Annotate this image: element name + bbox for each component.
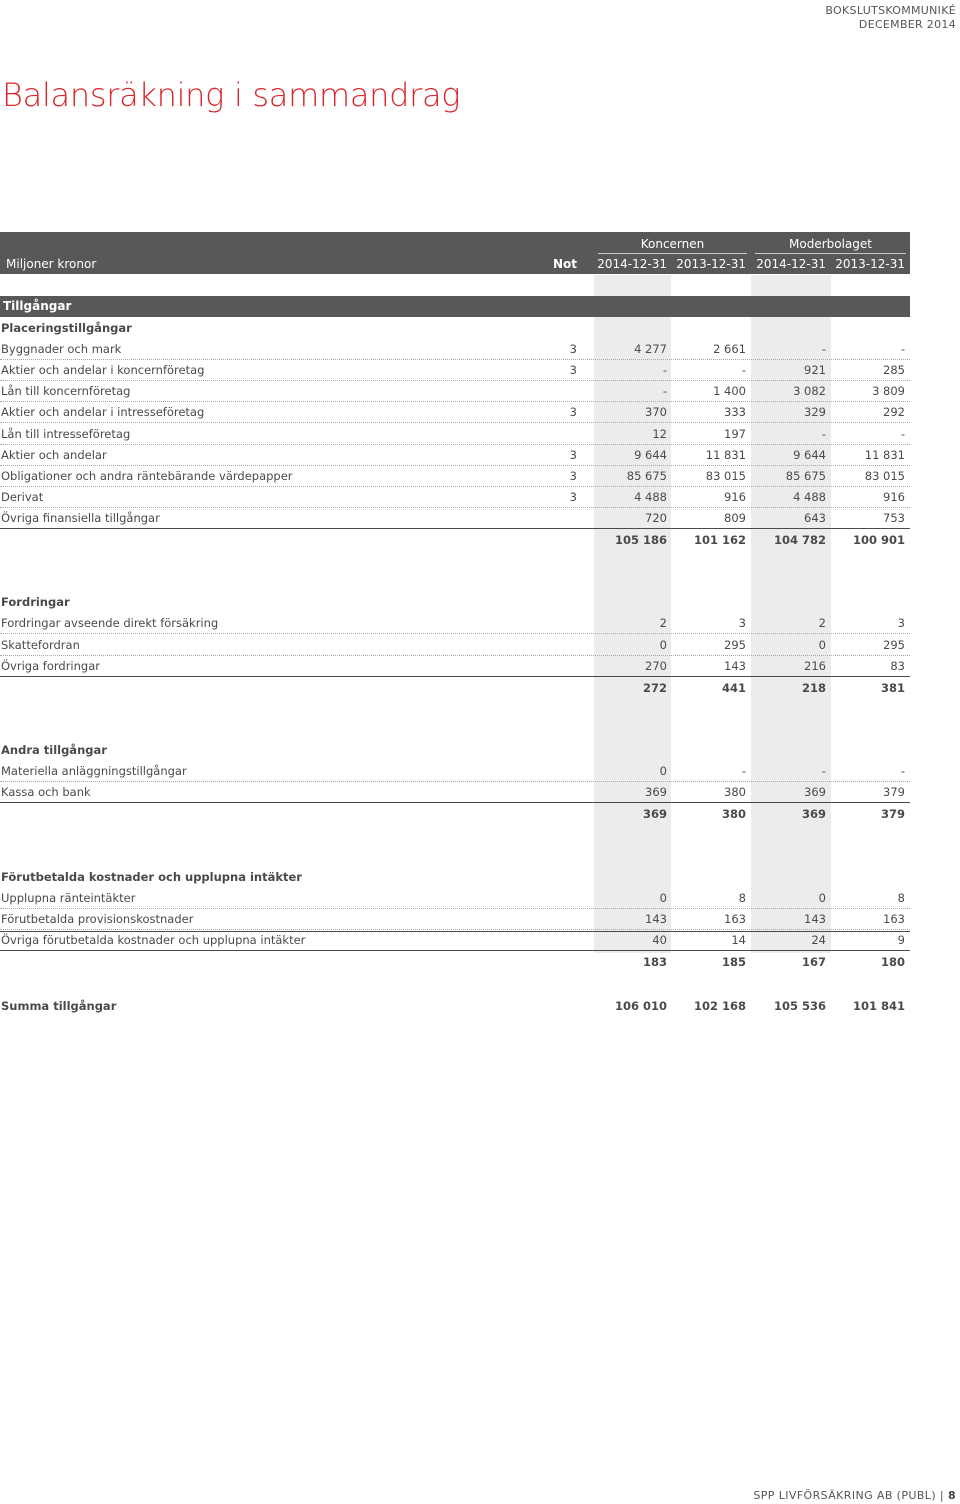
value-cell: 916 xyxy=(724,489,746,504)
value-cell: 643 xyxy=(804,510,826,525)
value-cell: 295 xyxy=(724,637,746,652)
note-ref: 3 xyxy=(569,468,577,483)
row-label: Förutbetalda provisionskostnader xyxy=(1,911,194,926)
table-row xyxy=(0,381,910,402)
year-header: 2013-12-31 xyxy=(676,257,746,271)
value-cell: 441 xyxy=(721,680,746,695)
table-row xyxy=(0,508,910,529)
value-cell: 14 xyxy=(731,932,746,947)
value-cell: 8 xyxy=(897,890,905,905)
table-header xyxy=(0,232,910,274)
section-title: Placeringstillgångar xyxy=(1,321,132,335)
value-cell: 163 xyxy=(883,911,905,926)
value-cell: 218 xyxy=(801,680,826,695)
row-label: Fordringar avseende direkt försäkring xyxy=(1,616,219,631)
value-cell: 369 xyxy=(642,807,667,822)
page-title: Balansräkning i sammandrag xyxy=(2,76,461,114)
value-cell: 11 831 xyxy=(705,447,746,462)
value-cell: 380 xyxy=(721,807,746,822)
value-cell: - xyxy=(662,363,667,378)
value-cell: 3 xyxy=(897,616,905,631)
value-cell: 85 675 xyxy=(626,468,667,483)
value-cell: - xyxy=(821,342,826,357)
document-type: BOKSLUTSKOMMUNIKÉ xyxy=(825,4,956,17)
value-cell: 333 xyxy=(724,405,746,420)
value-cell: 3 082 xyxy=(793,384,826,399)
value-cell: 381 xyxy=(880,680,905,695)
note-column-header: Not xyxy=(552,257,577,271)
value-cell: 143 xyxy=(645,911,667,926)
table-row xyxy=(0,613,910,634)
footer-company: SPP LIVFÖRSÄKRING AB (PUBL) | xyxy=(753,1489,945,1502)
value-cell: 83 015 xyxy=(705,468,746,483)
grand-total-row xyxy=(0,996,910,1017)
row-label: Övriga förutbetalda kostnader och upplupna intäkter xyxy=(1,932,306,947)
value-cell: 4 488 xyxy=(634,489,667,504)
value-cell: - xyxy=(741,363,746,378)
value-cell: 720 xyxy=(645,510,667,525)
group-header-koncernen: Koncernen xyxy=(640,237,705,251)
table-row xyxy=(0,930,910,951)
page-footer xyxy=(753,1489,956,1502)
table-row xyxy=(0,761,910,782)
value-cell: 1 400 xyxy=(713,384,746,399)
section-title: Förutbetalda kostnader och upplupna intäkter xyxy=(1,869,302,884)
table-row xyxy=(0,360,910,381)
grand-total-line xyxy=(0,931,910,932)
value-cell: 40 xyxy=(652,932,667,947)
row-label: Materiella anläggningstillgångar xyxy=(1,764,187,779)
value-cell: 380 xyxy=(724,785,746,800)
value-cell: 272 xyxy=(642,680,667,695)
row-label: Kassa och bank xyxy=(1,785,91,800)
row-label: Lån till intresseföretag xyxy=(1,426,131,441)
value-cell: 329 xyxy=(804,405,826,420)
value-cell: 216 xyxy=(804,658,826,673)
row-label: Aktier och andelar xyxy=(1,447,107,462)
grand-total-label: Summa tillgångar xyxy=(1,999,117,1014)
value-cell: 809 xyxy=(724,510,746,525)
value-cell: 2 661 xyxy=(713,342,746,357)
note-ref: 3 xyxy=(569,447,577,462)
value-cell: 12 xyxy=(652,426,667,441)
table-row xyxy=(0,909,910,930)
value-cell: 9 644 xyxy=(793,447,826,462)
value-cell: - xyxy=(821,426,826,441)
row-label: Derivat xyxy=(1,489,44,504)
value-cell: 105 186 xyxy=(614,533,667,547)
value-cell: 185 xyxy=(721,955,746,969)
value-cell: 0 xyxy=(818,890,826,905)
value-cell: 295 xyxy=(883,637,905,652)
subtotal-row xyxy=(0,952,910,973)
value-cell: 24 xyxy=(811,932,826,947)
value-cell: 104 782 xyxy=(773,533,826,547)
value-cell: - xyxy=(741,764,746,779)
value-cell: - xyxy=(900,342,905,357)
row-label: Upplupna ränteintäkter xyxy=(1,890,136,905)
section-title: Andra tillgångar xyxy=(1,743,107,757)
value-cell: 921 xyxy=(804,363,826,378)
value-cell: 2 xyxy=(818,616,826,631)
table-row xyxy=(0,339,910,360)
value-cell: 270 xyxy=(645,658,667,673)
unit-label: Miljoner kronor xyxy=(6,257,97,271)
value-cell: 163 xyxy=(724,911,746,926)
value-cell: 101 162 xyxy=(693,533,746,547)
value-cell: 369 xyxy=(645,785,667,800)
group-underline xyxy=(755,253,906,254)
section-title: Fordringar xyxy=(1,595,70,610)
table-row xyxy=(0,656,910,677)
value-cell: 4 277 xyxy=(634,342,667,357)
value-cell: 102 168 xyxy=(693,999,746,1014)
value-cell: 143 xyxy=(804,911,826,926)
value-cell: 3 809 xyxy=(872,384,905,399)
value-cell: 167 xyxy=(801,955,826,969)
value-cell: 85 675 xyxy=(785,468,826,483)
value-cell: 2 xyxy=(659,616,667,631)
subtotal-row xyxy=(0,804,910,825)
table-row xyxy=(0,424,910,445)
row-label: Aktier och andelar i koncernföretag xyxy=(1,363,205,378)
value-cell: 11 831 xyxy=(864,447,905,462)
value-cell: 916 xyxy=(883,489,905,504)
note-ref: 3 xyxy=(569,489,577,504)
row-label: Övriga finansiella tillgångar xyxy=(1,510,160,525)
row-label: Aktier och andelar i intresseföretag xyxy=(1,405,205,420)
group-header-moderbolaget: Moderbolaget xyxy=(789,237,872,251)
value-cell: 292 xyxy=(883,405,905,420)
value-cell: 9 644 xyxy=(634,447,667,462)
table-row xyxy=(0,402,910,423)
value-cell: - xyxy=(662,384,667,399)
value-cell: 83 015 xyxy=(864,468,905,483)
value-cell: 101 841 xyxy=(852,999,905,1014)
value-cell: 0 xyxy=(659,637,667,652)
note-ref: 3 xyxy=(569,363,577,378)
value-cell: 106 010 xyxy=(614,999,667,1014)
value-cell: - xyxy=(900,764,905,779)
row-label: Övriga fordringar xyxy=(1,658,100,673)
value-cell: 9 xyxy=(897,932,905,947)
subtotal-row xyxy=(0,530,910,551)
table-row xyxy=(0,487,910,508)
row-label: Obligationer och andra räntebärande värdepapper xyxy=(1,468,293,483)
value-cell: 100 901 xyxy=(852,533,905,547)
value-cell: 753 xyxy=(883,510,905,525)
group-underline xyxy=(598,253,747,254)
document-date: DECEMBER 2014 xyxy=(858,18,956,31)
value-cell: 369 xyxy=(801,807,826,822)
table-row xyxy=(0,445,910,466)
row-label: Lån till koncernföretag xyxy=(1,384,131,399)
value-cell: 4 488 xyxy=(793,489,826,504)
value-cell: - xyxy=(821,764,826,779)
section-bar-tillgangar: Tillgångar xyxy=(0,296,910,317)
year-header: 2014-12-31 xyxy=(597,257,667,271)
value-cell: - xyxy=(900,426,905,441)
value-cell: 379 xyxy=(880,807,905,822)
value-cell: 105 536 xyxy=(773,999,826,1014)
value-cell: 0 xyxy=(818,637,826,652)
row-label: Skattefordran xyxy=(1,637,80,652)
value-cell: 285 xyxy=(883,363,905,378)
note-ref: 3 xyxy=(569,342,577,357)
note-ref: 3 xyxy=(569,405,577,420)
page-number: 8 xyxy=(947,1489,956,1502)
year-header: 2013-12-31 xyxy=(835,257,905,271)
year-header: 2014-12-31 xyxy=(756,257,826,271)
table-row xyxy=(0,888,910,909)
value-cell: 180 xyxy=(880,955,905,969)
value-cell: 0 xyxy=(659,764,667,779)
value-cell: 8 xyxy=(738,890,746,905)
table-row xyxy=(0,635,910,656)
value-cell: 3 xyxy=(738,616,746,631)
row-label: Byggnader och mark xyxy=(1,342,122,357)
value-cell: 370 xyxy=(645,405,667,420)
value-cell: 197 xyxy=(724,426,746,441)
value-cell: 379 xyxy=(883,785,905,800)
document-header xyxy=(825,4,956,32)
value-cell: 369 xyxy=(804,785,826,800)
value-cell: 83 xyxy=(890,658,905,673)
subtotal-row xyxy=(0,678,910,699)
value-cell: 183 xyxy=(642,955,667,969)
table-row xyxy=(0,466,910,487)
table-row xyxy=(0,782,910,803)
value-cell: 143 xyxy=(724,658,746,673)
value-cell: 0 xyxy=(659,890,667,905)
